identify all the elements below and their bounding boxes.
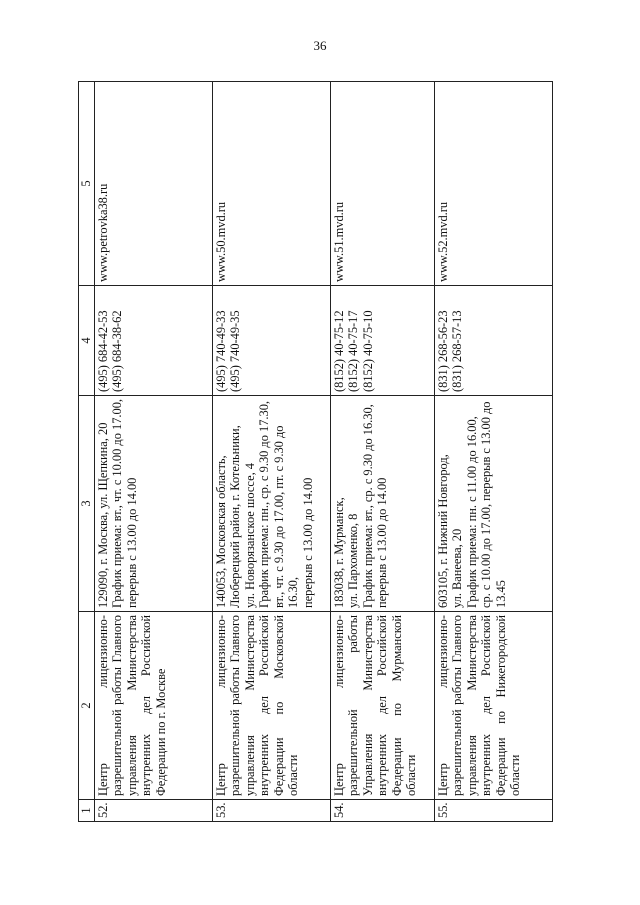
website-cell: www.50.mvd.ru [212,82,330,286]
address-line: График приема: вт., ср. с 9.30 до 16.30, перерыв с 13.00 до 14.00 [360,404,389,608]
row-number: 55. [434,800,552,822]
website-cell: www.51.mvd.ru [330,82,434,286]
address-line: 129090, г. Москва, ул. Щепкина, 20 [95,422,110,608]
address-line: ул. Пархоменко, 8 [346,513,360,608]
phones-cell [212,286,330,396]
address-line: Люберецкий район, г. Котельники, [228,425,242,608]
phones-cell [330,286,434,396]
phone-number: (495) 684-42-53 [95,310,110,392]
organization-name: Центр лицензионно-разрешительной работы Главного управления Министерства внутренних дел Российской Федерации по Московской области [212,612,330,800]
website-cell: www.52.mvd.ru [434,82,552,286]
licensing-centers-table [78,81,553,822]
column-header-4: 4 [79,286,95,396]
column-header-3: 3 [79,396,95,612]
table-row [212,82,330,822]
page-number: 36 [313,38,327,53]
address-line: перерыв с 13.00 до 14.00 [300,477,315,608]
address-line: График приема: пн., ср. с 9.30 до 17.30, вт., чт. с 9.30 до 17.00, пт. с 9.30 до 16.30, [257,400,300,608]
row-number: 52. [94,800,212,822]
organization-name: Центр лицензионно-разрешительной работы Главного управления Министерства внутренних дел Российской Федерации по Нижегородской области [434,612,552,800]
row-number: 54. [330,800,434,822]
phone-number: (8152) 40-75-10 [360,310,375,392]
column-header-2: 2 [79,612,95,800]
row-number: 53. [212,800,330,822]
address-line: 603105, г. Нижний Новгород, [435,454,450,608]
address-cell [434,396,552,612]
phone-number: (8152) 40-75-17 [346,310,360,392]
address-line: График приема: вт., чт. с 10.00 до 17.00, перерыв с 13.00 до 14.00 [110,399,139,608]
organization-name: Центр лицензионно-разрешительной работы Главного управления Министерства внутренних дел Российской Федерации по г. Москве [94,612,212,800]
phone-number: (495) 684-38-62 [110,310,124,392]
phone-number: (831) 268-57-13 [450,310,464,392]
rotated-table-container [78,82,566,822]
column-header-5: 5 [79,82,95,286]
website-cell: www.petrovka38.ru [94,82,212,286]
table-row [94,82,212,822]
phones-cell [434,286,552,396]
address-line: 183038, г. Мурманск, [331,497,346,608]
column-header-1: 1 [79,800,95,822]
address-line: ул. Новорязанское шоссе, 4 [242,463,257,608]
organization-name: Центр лицензионно-разрешительной работы Управления Министерства внутренних дел Российской Федерации по Мурманской области [330,612,434,800]
phone-number: (495) 740-49-33 [213,310,228,392]
address-line: 140053, Московская область, [213,455,228,608]
table-row [434,82,552,822]
phones-cell [94,286,212,396]
address-line: ул. Ванеева, 20 [450,528,464,608]
header-row [79,82,95,822]
address-cell [94,396,212,612]
address-line: График приема: пн. с 11.00 до 16.00, ср. с 10.00 до 17.00, перерыв с 13.00 до 13.45 [464,401,508,608]
phone-number: (8152) 40-75-12 [331,310,346,392]
table-row [330,82,434,822]
address-cell [330,396,434,612]
address-cell [212,396,330,612]
phone-number: (831) 268-56-23 [435,310,450,392]
phone-number: (495) 740-49-35 [228,310,242,392]
